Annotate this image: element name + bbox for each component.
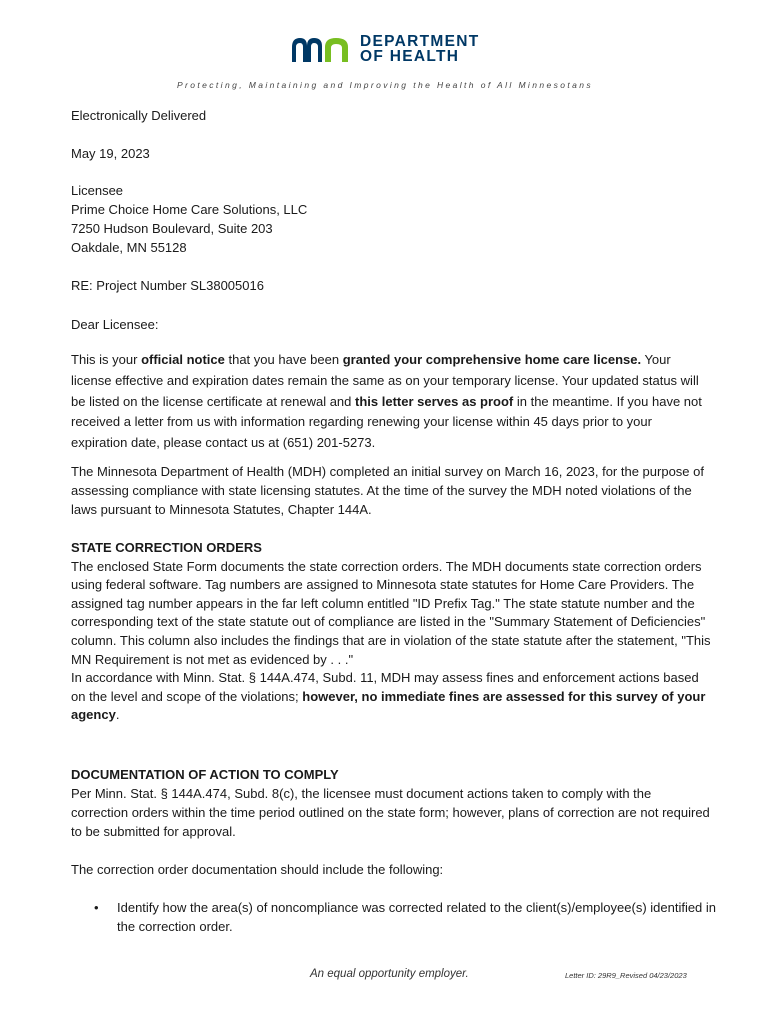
survey-paragraph: The Minnesota Department of Health (MDH) completed an initial survey on March 16, 2023, for the purpose of assessing compliance with state licensing statutes. At the time of the survey the MDH noted violations of the laws pursuant to Minnesota Statutes, Chapter 144A. [71,464,704,517]
section-heading: DOCUMENTATION OF ACTION TO COMPLY [71,767,339,782]
section-heading: STATE CORRECTION ORDERS [71,540,262,555]
tagline: Protecting, Maintaining and Improving the Health of All Minnesotans [176,80,594,90]
bullet-icon: • [94,900,99,915]
subject-line: RE: Project Number SL38005016 [71,278,264,293]
footer-letter-id: Letter ID: 29R9_Revised 04/23/2023 [565,971,687,980]
address-line: Licensee [71,183,124,198]
logo-line-1: DEPARTMENT [360,33,480,50]
letter-date: May 19, 2023 [71,146,150,161]
mn-logo-icon [290,36,352,62]
license-notice-paragraph: This is your official notice that you have been granted your comprehensive home care license. Your license effective and expiration dates remain the same as on your temporary license. Your updated status will be listed on the license certificate at renewal and this letter serves as proof in the meantime. If you have not received a letter from us with information regarding renewing your license within 45 days prior to your expiration date, please contact us at (651) 201-5273. [71,352,702,451]
section-body: The enclosed State Form documents the state correction orders. The MDH documents state correction orders using federal software. Tag numbers are assigned to Minnesota state statutes for Home Care Providers. The assigned tag number appears in the far left column entitled "ID Prefix Tag." The state statute number and the corresponding text of the state statute out of compliance are listed in the "Summary Statement of Deficiencies" column. This column also includes the findings that are in violation of the state statute after the statement, "This MN Requirement is not met as evidenced by . . ." [71,558,711,667]
delivery-method: Electronically Delivered [71,108,207,123]
address-line: 7250 Hudson Boulevard, Suite 203 [71,221,273,236]
list-item: Identify how the area(s) of noncompliance was corrected related to the client(s)/employee(s) identified in the correction order. [117,900,717,934]
fines-paragraph: In accordance with Minn. Stat. § 144A.474, Subd. 11, MDH may assess fines and enforcement actions based on the level and scope of the violations; however, no immediate fines are assessed for this survey of your agency. [71,670,706,723]
list-intro: The correction order documentation should include the following: [71,862,444,877]
documentation-section [71,765,711,841]
mdh-logo [290,34,480,64]
state-correction-orders-section [71,539,711,725]
address-line: Prime Choice Home Care Solutions, LLC [71,202,308,217]
section-body: Per Minn. Stat. § 144A.474, Subd. 8(c), the licensee must document actions taken to comply with the correction orders within the time period outlined on the state form; however, plans of correction are not required to be submitted for approval. [71,786,710,839]
footer-eeo: An equal opportunity employer. [310,968,469,980]
salutation: Dear Licensee: [71,317,159,332]
recipient-address [71,181,711,257]
logo-line-2: OF HEALTH [360,48,460,65]
address-line: Oakdale, MN 55128 [71,240,187,255]
